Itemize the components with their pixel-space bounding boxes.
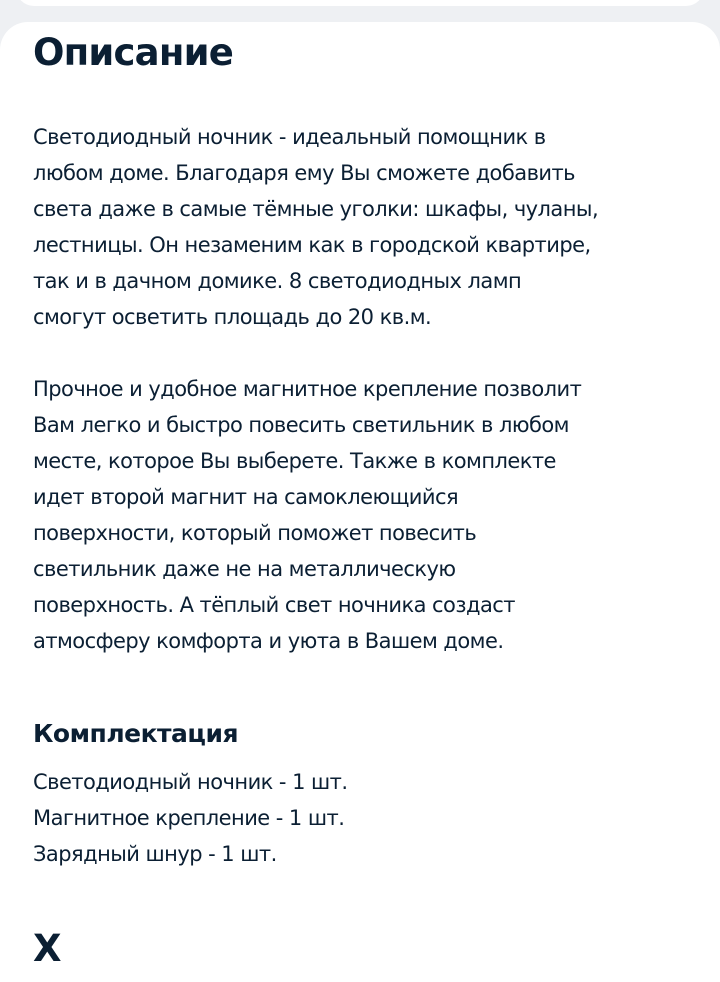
- kit-title: Комплектация: [33, 719, 239, 748]
- description-card: [0, 22, 720, 982]
- description-line: Прочное и удобное магнитное крепление позволит: [33, 377, 582, 401]
- description-line: Вам легко и быстро повесить светильник в любом: [33, 413, 569, 437]
- description-line: поверхность. А тёплый свет ночника создаст: [33, 593, 515, 617]
- previous-card-edge: [16, 0, 704, 6]
- description-line: смогут осветить площадь до 20 кв.м.: [33, 305, 432, 329]
- next-section-title: Х: [33, 927, 61, 970]
- description-line: светильник даже не на металлическую: [33, 557, 456, 581]
- description-line: любом доме. Благодаря ему Вы сможете добавить: [33, 161, 576, 185]
- kit-item: Светодиодный ночник - 1 шт.: [33, 770, 348, 794]
- description-line: атмосферу комфорта и уюта в Вашем доме.: [33, 629, 504, 653]
- description-line: так и в дачном домике. 8 светодиодных ламп: [33, 269, 522, 293]
- kit-item: Зарядный шнур - 1 шт.: [33, 842, 277, 866]
- description-paragraph-2: [33, 371, 687, 659]
- description-line: поверхности, который поможет повесить: [33, 521, 477, 545]
- description-line: света даже в самые тёмные уголки: шкафы, чуланы,: [33, 197, 599, 221]
- kit-list: [33, 764, 687, 872]
- description-line: идет второй магнит на самоклеющийся: [33, 485, 459, 509]
- description-line: месте, которое Вы выберете. Также в комплекте: [33, 449, 556, 473]
- description-title: Описание: [33, 31, 234, 74]
- description-line: лестницы. Он незаменим как в городской квартире,: [33, 233, 591, 257]
- description-paragraph-1: [33, 119, 687, 335]
- description-line: Светодиодный ночник - идеальный помощник в: [33, 125, 546, 149]
- kit-item: Магнитное крепление - 1 шт.: [33, 806, 345, 830]
